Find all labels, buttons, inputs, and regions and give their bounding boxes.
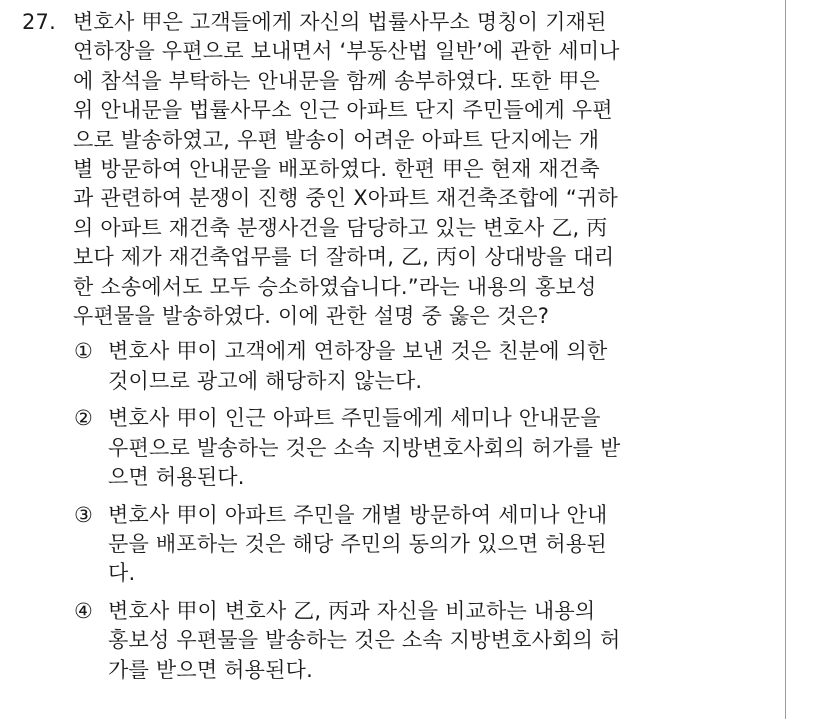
answer-choice-1[interactable]	[74, 337, 772, 396]
choice-marker-3: ③	[74, 502, 94, 527]
choice-text-3: 변호사 甲이 아파트 주민을 개별 방문하여 세미나 안내 문을 배포하는 것은 해당 주민의 동의가 있으면 허용된 다.	[108, 502, 608, 586]
answer-choice-4[interactable]	[74, 597, 772, 685]
question-block	[22, 8, 772, 693]
choice-marker-2: ②	[74, 406, 94, 431]
choice-marker-1: ①	[74, 339, 94, 364]
answer-choice-3[interactable]	[74, 501, 772, 589]
choice-text-2: 변호사 甲이 인근 아파트 주민들에게 세미나 안내문을 우편으로 발송하는 것은 소속 지방변호사회의 허가를 받 으면 허용된다.	[108, 406, 621, 490]
column-divider-line	[785, 0, 786, 719]
answer-choice-2[interactable]	[74, 404, 772, 492]
choice-text-1: 변호사 甲이 고객에게 연하장을 보낸 것은 친분에 의한 것이므로 광고에 해당하지 않는다.	[108, 339, 608, 393]
choice-text-4: 변호사 甲이 변호사 乙, 丙과 자신을 비교하는 내용의 홍보성 우편물을 발송하는 것은 소속 지방변호사회의 허 가를 받으면 허용된다.	[108, 598, 621, 682]
answer-choices	[22, 337, 772, 684]
question-stem-text: 변호사 甲은 고객들에게 자신의 법률사무소 명칭이 기재된 연하장을 우편으로 보내면서 ‘부동산법 일반’에 관한 세미나 에 참석을 부탁하는 안내문을 함께 송부하였다. 또한 甲은 위 안내문을 법률사무소 인근 아파트 단지 주민들에게 우편 으로 발송하였고, 우편 발송이 어려운 아파트 단지에는 개 별 방문하여 안내문을 배포하였다. 한편 甲은 현재 재건축 과 관련하여 분쟁이 진행 중인 X아파트 재건축조합에 “귀하 의 아파트 재건축 분쟁사건을 담당하고 있는 변호사 乙, 丙 보다 제가 재건축업무를 더 잘하며, 乙, 丙이 상대방을 대리 한 소송에서도 모두 승소하였습니다.”라는 내용의 홍보성 우편물을 발송하였다. 이에 관한 설명 중 옳은 것은?	[73, 10, 620, 329]
question-number: 27.	[22, 10, 56, 34]
choice-marker-4: ④	[74, 598, 94, 623]
question-stem	[22, 8, 772, 331]
